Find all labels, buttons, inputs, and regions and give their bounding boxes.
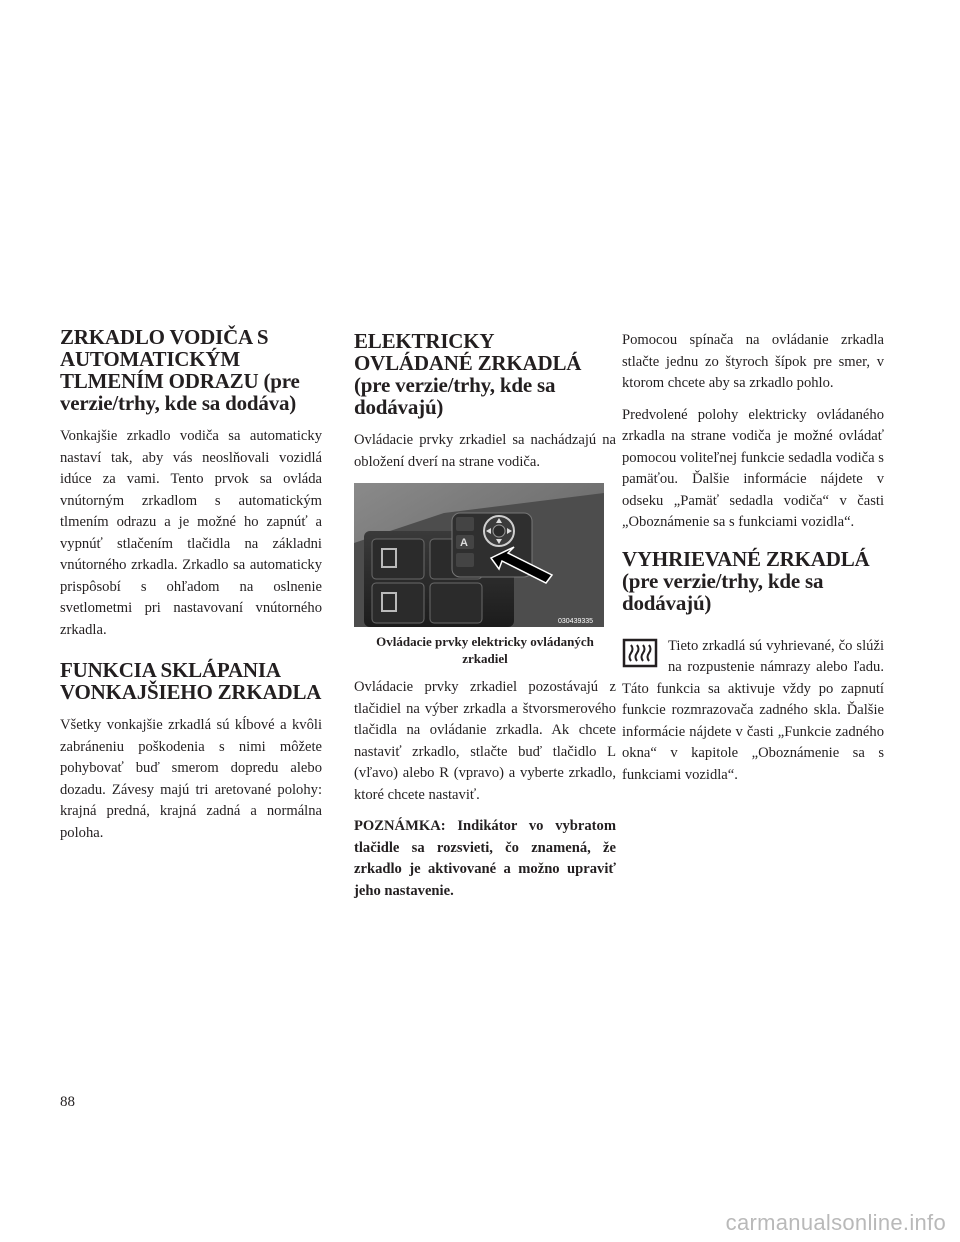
paragraph-folding: Všetky vonkajšie zrkadlá sú kĺbové a kvôli zabráneniu poškodenia s nimi môžete pohybovať buď smerom dopredu alebo dozadu. Závesy majú tri aretované polohy: krajná predná, krajná zadná a normálna poloha.	[60, 717, 322, 841]
paragraph-arrows: Pomocou spínača na ovládanie zrkadla stlačte jednu zo štyroch šípok pre smer, v ktorom chcete aby sa zrkadlo pohlo.	[622, 332, 884, 391]
paragraph-power-location: Ovládacie prvky zrkadiel sa nachádzajú na obložení dverí na strane vodiča.	[354, 432, 616, 470]
svg-text:A: A	[460, 537, 468, 549]
column-middle	[354, 330, 616, 912]
page-number: 88	[60, 1094, 75, 1110]
paragraph-heated: Tieto zrkadlá sú vyhrievané, čo slúži na rozpustenie námrazy alebo ľadu. Táto funkcia sa aktivuje vždy po zapnutí funkcie rozmrazovača zadného skla. Ďalšie informácie nájdete v časti „Funkcie zadného okna“ v kapitole „Oboznámenie sa s funkciami vozidla“.	[622, 637, 884, 783]
paragraph-power-controls: Ovládacie prvky zrkadiel pozostávajú z tlačidiel na výber zrkadla a štvorsmerového tlačidla na ovládanie zrkadla. Ak chcete nastaviť zrkadlo, stlačte buď tlačidlo L (vľavo) alebo R (vpravo) a vyberte zrkadlo, ktoré chcete nastaviť.	[354, 679, 616, 803]
mirror-controls-figure	[354, 483, 604, 627]
heading-heated-mirrors: VYHRIEVANÉ ZRKADLÁ (pre verzie/trhy, kde sa dodávajú)	[622, 546, 870, 615]
column-right	[622, 330, 884, 796]
mirror-controls-photo	[354, 483, 604, 627]
watermark[interactable]: carmanualsonline.info	[725, 1210, 946, 1235]
heading-folding-mirror: FUNKCIA SKLÁPANIA VONKAJŠIEHO ZRKADLA	[60, 658, 322, 704]
note-indicator: POZNÁMKA: Indikátor vo vybratom tlačidle sa rozsvieti, čo znamená, že zrkadlo je aktivované a možno upraviť jeho nastavenie.	[354, 818, 616, 899]
figure-caption: Ovládacie prvky elektricky ovládaných zrkadiel	[376, 634, 594, 666]
figure-code: 030439335	[558, 618, 594, 625]
rear-defrost-icon	[622, 638, 658, 668]
heading-auto-dimming-mirror: ZRKADLO VODIČA S AUTOMATICKÝM TLMENÍM ODRAZU (pre verzie/trhy, kde sa dodáva)	[60, 325, 300, 415]
heading-power-mirrors: ELEKTRICKY OVLÁDANÉ ZRKADLÁ (pre verzie/trhy, kde sa dodávajú)	[354, 329, 582, 419]
paragraph-memory: Predvolené polohy elektricky ovládaného zrkadla na strane vodiča je možné ovládať pomocou voliteľnej funkcie sedadla vodiča s pamäťou. Ďalšie informácie nájdete v odseku „Pamäť sedadla vodiča“ v časti „Oboznámenie sa s funkciami vozidla“.	[622, 406, 884, 530]
paragraph-auto-dimming: Vonkajšie zrkadlo vodiča sa automaticky nastaví tak, aby vás neoslňovali vozidlá idúce za vami. Tento prvok sa ovláda vnútorným zrkadlom s automatickým tlmením odrazu a je možné ho zapnúť a vypnúť stlačením tlačidla na základni vnútorného zrkadla. Zrkadlo sa automaticky prispôsobí s ohľadom na oslnenie svetlometmi pri nastavovaní vnútorného zrkadla.	[60, 428, 322, 638]
column-left	[60, 326, 322, 854]
heated-mirrors-block	[622, 636, 884, 787]
